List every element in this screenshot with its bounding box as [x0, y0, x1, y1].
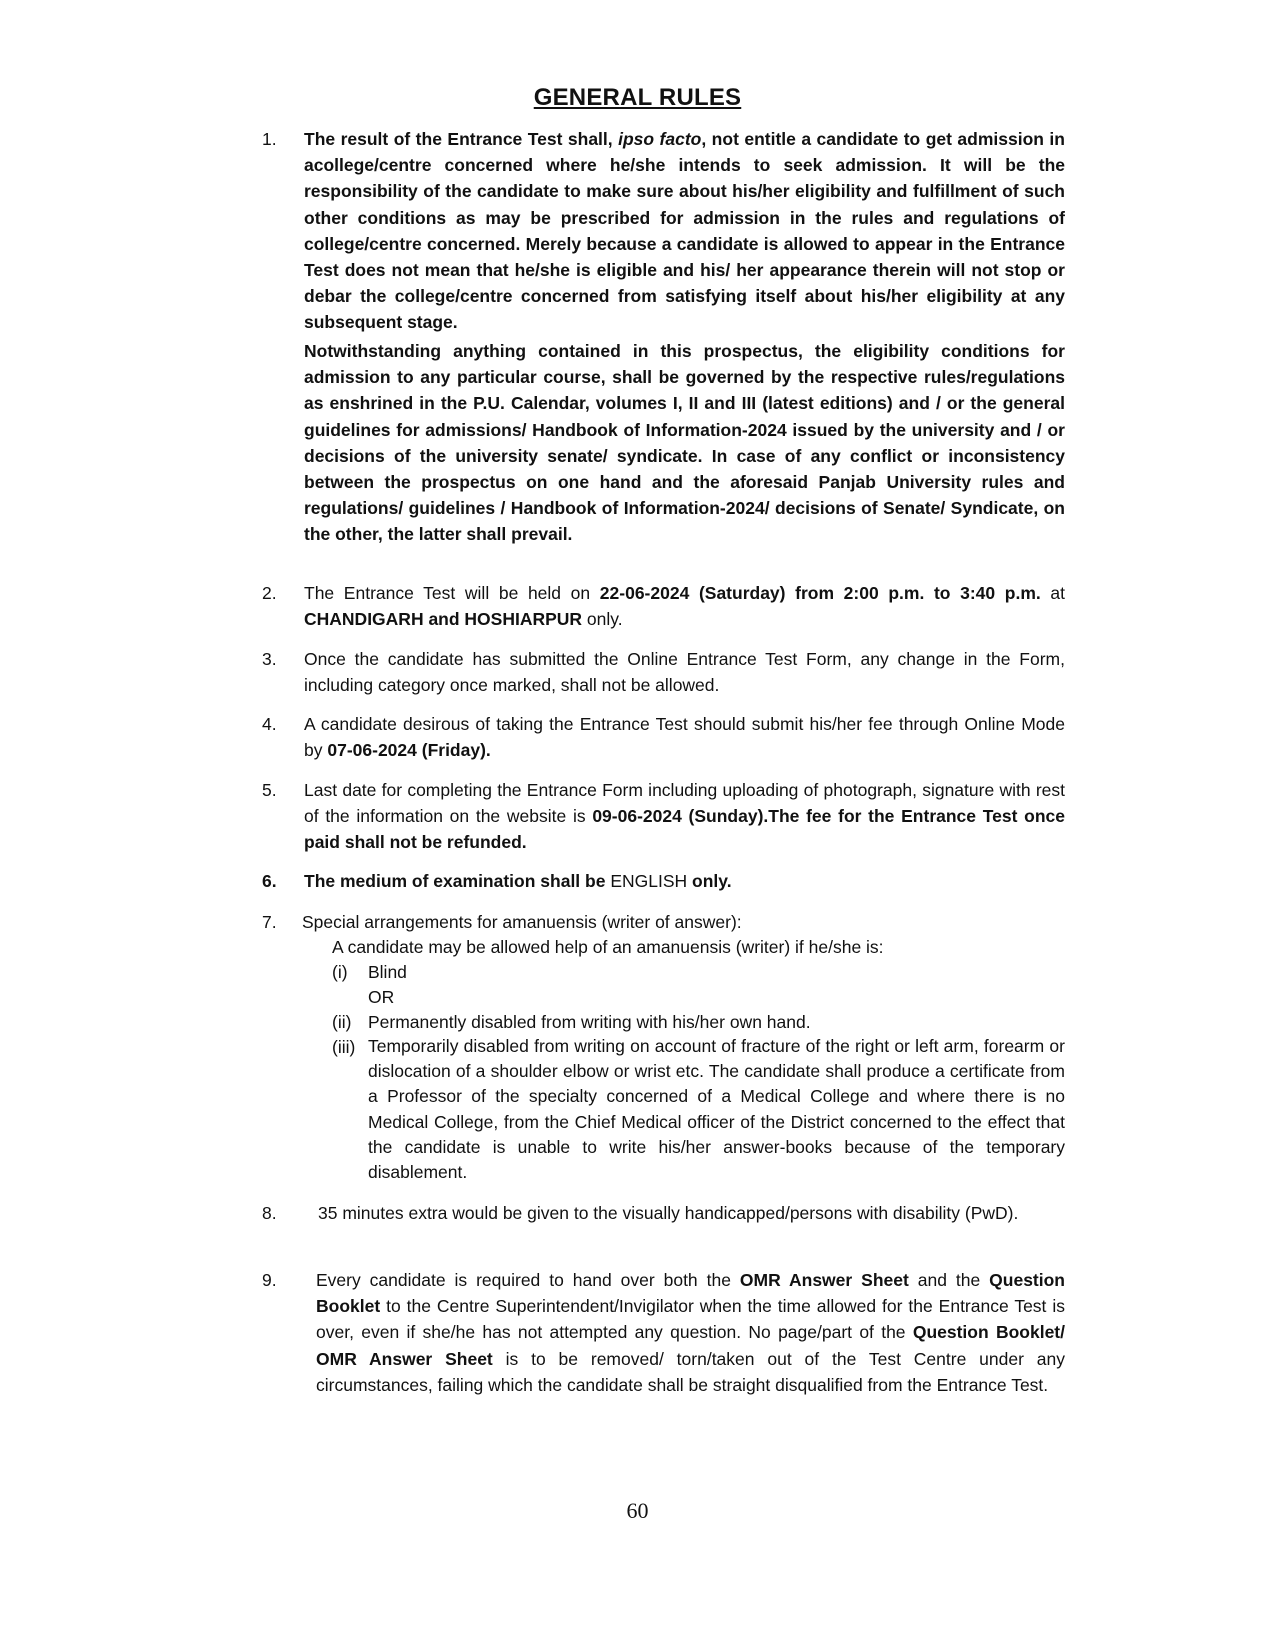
page-number: 60	[626, 1498, 649, 1523]
rule-6-text-1: The medium of examination shall be	[304, 871, 606, 891]
rule-7-heading: Special arrangements for amanuensis (writer of answer):	[302, 912, 742, 932]
rule-9-booklet: Question Booklet	[316, 1270, 1065, 1317]
rule-5-date-fee: 09-06-2024 (Sunday).The fee for the Entrance Test once paid shall not be refunded.	[304, 806, 1065, 853]
rule-2-locations: CHANDIGARH and HOSHIARPUR	[304, 609, 583, 630]
rule-6-text-3: only.	[692, 871, 732, 891]
rule-3-paragraph: Once the candidate has submitted the Online Entrance Test Form, any change in the Form, including category once marked, shall not be allowed.	[304, 649, 1065, 696]
rule-7-number: 7.	[262, 912, 277, 932]
rule-1-italic: ipso facto	[618, 129, 702, 149]
rule-7-item-ii-label: (ii)	[332, 1012, 352, 1032]
rule-7-item-ii-text: Permanently disabled from writing with his/her own hand.	[368, 1012, 811, 1032]
rule-2-text-3: at	[1040, 583, 1065, 603]
rule-8-paragraph: 35 minutes extra would be given to the visually handicapped/persons with disability (PwD).	[318, 1203, 1019, 1223]
rule-1-paragraph-2: Notwithstanding anything contained in this prospectus, the eligibility conditions for admission to any particular course, shall be governed by the respective rules/regulations as enshrined in the P.U. Calendar, volumes I, II and III (latest editions) and / or the general guidelines for admissions/ Handbook of Information-2024 issued by the university and / or decisions of the university senate/ syndicate. In case of any conflict or inconsistency between the prospectus on one hand and the aforesaid Panjab University rules and regulations/ guidelines / Handbook of Information-2024/ decisions of Senate/ Syndicate, on the other, the latter shall prevail.	[304, 341, 1065, 545]
rule-3-number: 3.	[262, 649, 277, 669]
rule-7-or: OR	[368, 987, 395, 1007]
rule-6-paragraph	[304, 868, 1065, 894]
rule-1-number: 1.	[262, 129, 277, 149]
rule-4-date: 07-06-2024 (Friday).	[327, 740, 491, 761]
rule-2-text-5: only.	[582, 609, 623, 630]
rule-2-date-time: 22-06-2024 (Saturday) from 2:00 p.m. to 3:40 p.m.	[599, 583, 1041, 603]
rule-1-paragraph-1	[304, 126, 1065, 336]
rule-5-paragraph	[304, 777, 1065, 856]
rule-9-text-1: Every candidate is required to hand over both the	[316, 1270, 740, 1290]
rule-9-booklet-omr: Question Booklet/ OMR Answer Sheet	[316, 1322, 1065, 1369]
rule-2-number: 2.	[262, 583, 277, 603]
rule-1-text-a: The result of the Entrance Test shall,	[304, 129, 619, 149]
rule-6-number: 6.	[262, 871, 277, 891]
rule-9-paragraph	[316, 1267, 1065, 1398]
rule-4-number: 4.	[262, 714, 277, 734]
rule-8-number: 8.	[262, 1203, 277, 1223]
rule-7-item-i-text: Blind	[368, 962, 407, 982]
rule-9-text-3: and the	[908, 1270, 990, 1290]
rule-2-paragraph	[304, 580, 1065, 632]
rule-9-text-7: is to be removed/ torn/taken out of the Test Centre under any circumstances, failing which the candidate shall be straight disqualified from the Entrance Test.	[316, 1348, 1065, 1395]
rule-9-number: 9.	[262, 1270, 277, 1290]
rule-9-text-5: to the Centre Superintendent/Invigilator when the time allowed for the Entrance Test is over, even if she/he has not attempted any question. No page/part of the	[316, 1296, 1065, 1343]
rule-5-text-1: Last date for completing the Entrance Form including uploading of photograph, signature with rest of the information on the website is	[304, 780, 1065, 827]
rule-2-text-1: The Entrance Test will be held on	[304, 583, 600, 603]
rule-6-language: ENGLISH	[605, 871, 693, 891]
rule-1-text-b: , not entitle a candidate to get admission in acollege/centre concerned where he/she intends to seek admission. It will be the responsibility of the candidate to make sure about his/her eligibility and fulfillment of such other conditions as may be prescribed for admission in the rules and regulations of college/centre concerned. Merely because a candidate is allowed to appear in the Entrance Test does not mean that he/she is eligible and his/ her appearance therein will not stop or debar the college/centre concerned from satisfying itself about his/her eligibility at any subsequent stage.	[304, 129, 1065, 333]
rule-7-item-i-label: (i)	[332, 962, 348, 982]
rule-7-item-iii-text: Temporarily disabled from writing on account of fracture of the right or left arm, forearm or dislocation of a shoulder elbow or wrist etc. The candidate shall produce a certificate from a Professor of the specialty concerned of a Medical College and where there is no Medical College, from the Chief Medical officer of the District concerned to the effect that the candidate is unable to write his/her answer-books because of the temporary disablement.	[368, 1036, 1065, 1183]
rule-5-number: 5.	[262, 780, 277, 800]
page-title: GENERAL RULES	[533, 84, 742, 111]
rule-4-paragraph	[304, 711, 1065, 763]
rule-7-intro: A candidate may be allowed help of an amanuensis (writer) if he/she is:	[332, 937, 884, 957]
rule-7-item-iii-label: (iii)	[332, 1037, 356, 1057]
rule-4-text-1: A candidate desirous of taking the Entrance Test should submit his/her fee through Online Mode by	[304, 714, 1065, 761]
rule-9-omr: OMR Answer Sheet	[739, 1270, 909, 1290]
